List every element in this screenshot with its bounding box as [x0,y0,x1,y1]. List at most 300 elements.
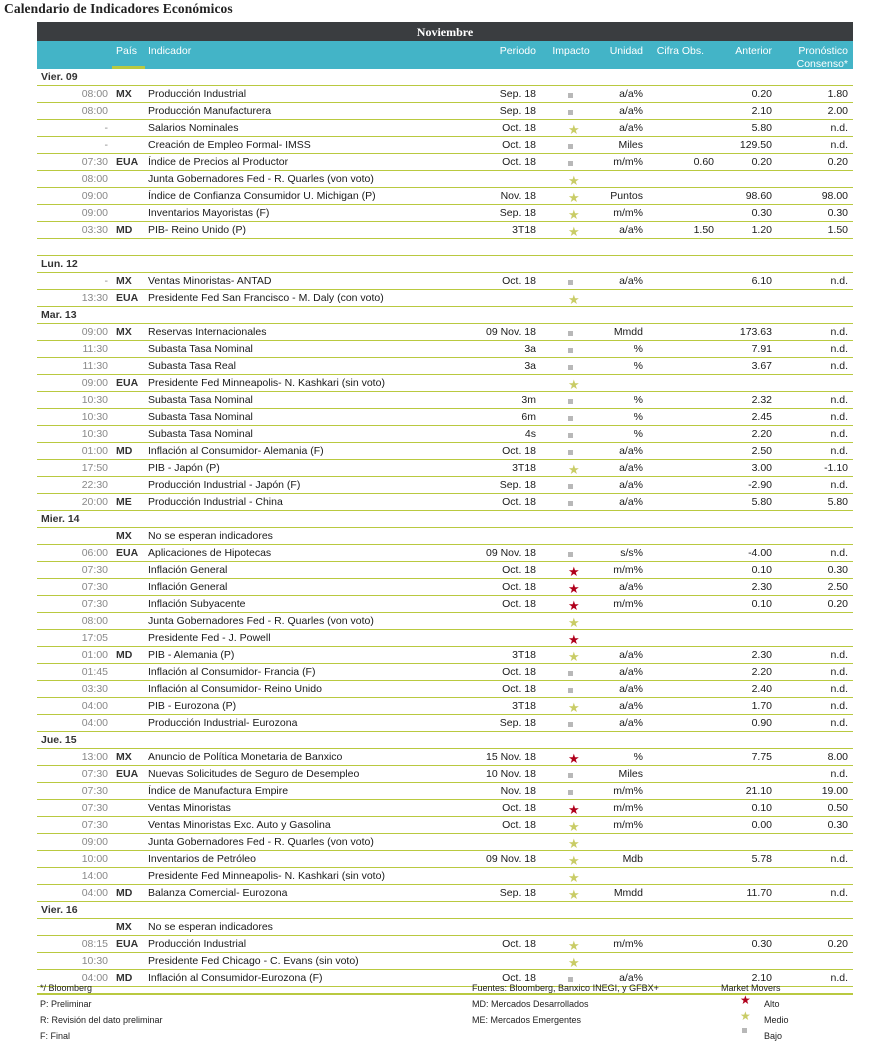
star-icon: ★ [568,462,580,477]
unit-cell: a/a% [619,479,643,491]
table-row [37,647,853,664]
forecast-cell: n.d. [830,972,848,984]
time-cell: 01:00 [81,649,108,661]
country-cell: MX [116,275,132,287]
unit-cell: m/m% [613,564,643,576]
time-cell: 10:00 [81,853,108,865]
square-icon [568,110,573,115]
period-cell: Oct. 18 [502,564,536,576]
forecast-cell: 0.30 [827,819,848,831]
time-cell: 04:00 [81,972,108,984]
indicator-cell: Inflación Subyacente [148,598,246,610]
table-row [37,222,853,239]
indicator-cell: Índice de Manufactura Empire [148,785,289,797]
indicator-cell: Subasta Tasa Nominal [148,411,253,423]
page-title: Calendario de Indicadores Económicos [4,1,233,16]
time-cell: 08:00 [81,88,108,100]
table-row [37,749,853,766]
time-cell: 01:00 [81,445,108,457]
previous-cell: 98.60 [745,190,772,202]
period-cell: Oct. 18 [502,819,536,831]
period-cell: Nov. 18 [500,785,536,797]
indicator-cell: Producción Manufacturera [148,105,272,117]
indicator-cell: PIB- Reino Unido (P) [148,224,247,236]
table-row [37,766,853,783]
star-icon: ★ [568,377,580,392]
time-cell: 10:30 [81,411,108,423]
forecast-cell: -1.10 [824,462,848,474]
period-cell: Sep. 18 [499,207,536,219]
square-icon [568,722,573,727]
star-icon: ★ [568,836,580,851]
observed-cell: 1.50 [693,224,714,236]
time-cell: - [104,122,108,134]
col-cifra: Cifra Obs. [656,45,704,57]
unit-cell: % [633,394,643,406]
unit-cell: a/a% [619,88,643,100]
table-row [37,953,853,970]
previous-cell: 2.20 [751,428,772,440]
table-row [37,817,853,834]
previous-cell: 2.10 [751,105,772,117]
star-icon: ★ [568,564,580,579]
table-row [37,375,853,392]
forecast-cell: n.d. [830,547,848,559]
previous-cell: 0.90 [751,717,772,729]
star-icon: ★ [568,955,580,970]
time-cell: 07:30 [81,819,108,831]
table-row [37,154,853,171]
table-row [37,562,853,579]
table-row [37,341,853,358]
forecast-cell: 0.20 [827,156,848,168]
unit-cell: % [633,343,643,355]
time-cell: - [104,139,108,151]
col-impacto: Impacto [552,45,590,57]
col-pronostico-line2: Consenso* [796,58,848,70]
period-cell: Oct. 18 [502,156,536,168]
time-cell: 20:00 [81,496,108,508]
period-cell: 3a [524,343,536,355]
time-cell: 13:00 [81,751,108,763]
unit-cell: Puntos [610,190,643,202]
forecast-cell: n.d. [830,360,848,372]
unit-cell: a/a% [619,581,643,593]
indicator-cell: Presidente Fed - J. Powell [148,632,271,644]
unit-cell: % [633,411,643,423]
time-cell: 09:00 [81,326,108,338]
time-cell: 07:30 [81,802,108,814]
country-cell: EUA [116,377,139,389]
table-row [37,443,853,460]
time-cell: 07:30 [81,598,108,610]
table-row [37,324,853,341]
forecast-cell: 0.20 [827,938,848,950]
star-icon: ★ [568,870,580,885]
table-row [37,834,853,851]
period-cell: 4s [524,428,536,440]
indicator-cell: Ventas Minoristas- ANTAD [148,275,272,287]
time-cell: 11:30 [82,360,108,372]
unit-cell: Miles [618,768,643,780]
col-pais: País [116,45,138,57]
indicator-cell: Junta Gobernadores Fed - R. Quarles (von voto) [148,836,374,848]
indicator-cell: Subasta Tasa Nominal [148,428,253,440]
forecast-cell: 1.80 [827,88,848,100]
previous-cell: 0.10 [751,598,772,610]
indicator-cell: Ventas Minoristas Exc. Auto y Gasolina [148,819,331,831]
forecast-cell: 19.00 [821,785,848,797]
footnote-bloomberg: */ Bloomberg [40,983,93,993]
time-cell: 07:30 [81,564,108,576]
table-row [37,868,853,885]
section-date: Vier. 09 [37,69,853,86]
legend-star-icon-medio: ★ [740,1009,751,1023]
unit-cell: Mmdd [613,887,643,899]
period-cell: 3T18 [512,649,536,661]
time-cell: 08:00 [81,615,108,627]
star-icon: ★ [568,598,580,613]
country-cell: MX [116,921,132,933]
table-row [37,885,853,902]
forecast-cell: n.d. [830,445,848,457]
table-row [37,783,853,800]
period-cell: 15 Nov. 18 [485,751,536,763]
forecast-cell: 0.30 [827,564,848,576]
previous-cell: 2.10 [751,972,772,984]
section-date: Jue. 15 [37,732,853,749]
forecast-cell: n.d. [830,275,848,287]
forecast-cell: n.d. [830,853,848,865]
unit-cell: m/m% [613,156,643,168]
forecast-cell: n.d. [830,683,848,695]
table-row [37,579,853,596]
unit-cell: a/a% [619,717,643,729]
previous-cell: 0.20 [751,88,772,100]
unit-cell: a/a% [619,683,643,695]
previous-cell: 173.63 [739,326,772,338]
indicator-cell: Ventas Minoristas [148,802,231,814]
indicator-cell: Reservas Internacionales [148,326,267,338]
table-row [37,409,853,426]
previous-cell: 6.10 [751,275,772,287]
table-row [37,800,853,817]
table-row [37,273,853,290]
time-cell: - [104,275,108,287]
indicator-cell: Junta Gobernadores Fed - R. Quarles (von voto) [148,615,374,627]
indicator-cell: Subasta Tasa Real [148,360,236,372]
period-cell: 6m [521,411,536,423]
period-cell: Oct. 18 [502,598,536,610]
time-cell: 09:00 [81,190,108,202]
country-cell: MD [116,972,133,984]
square-icon [568,161,573,166]
indicator-cell: Junta Gobernadores Fed - R. Quarles (von voto) [148,173,374,185]
period-cell: Oct. 18 [502,972,536,984]
table-row [37,613,853,630]
country-cell: EUA [116,768,139,780]
forecast-cell: n.d. [830,768,848,780]
legend-alto: Alto [764,999,780,1009]
col-periodo: Periodo [499,45,536,57]
indicator-cell: Inventarios de Petróleo [148,853,256,865]
country-cell: EUA [116,156,139,168]
unit-cell: a/a% [619,666,643,678]
time-cell: 10:30 [81,428,108,440]
previous-cell: 0.30 [751,207,772,219]
period-cell: Oct. 18 [502,581,536,593]
square-icon [568,501,573,506]
time-cell: 13:30 [81,292,108,304]
table-row [37,171,853,188]
indicator-cell: Presidente Fed Minneapolis- N. Kashkari (sin voto) [148,377,385,389]
forecast-cell: n.d. [830,139,848,151]
time-cell: 04:00 [81,887,108,899]
country-cell: MX [116,88,132,100]
section-date: Vier. 16 [37,902,853,919]
period-cell: 3a [524,360,536,372]
unit-cell: % [633,751,643,763]
table-row [37,188,853,205]
square-icon [568,450,573,455]
unit-cell: m/m% [613,207,643,219]
previous-cell: 5.80 [751,496,772,508]
footnote-revision: R: Revisión del dato preliminar [40,1015,163,1025]
unit-cell: a/a% [619,105,643,117]
unit-cell: Mdb [622,853,643,865]
square-icon [568,688,573,693]
period-cell: Oct. 18 [502,938,536,950]
forecast-cell: n.d. [830,326,848,338]
square-icon [568,280,573,285]
previous-cell: -4.00 [748,547,772,559]
legend-square-icon-bajo [742,1028,747,1033]
legend-title: Market Movers [721,983,781,993]
country-cell: MD [116,649,133,661]
previous-cell: -2.90 [748,479,772,491]
period-cell: Sep. 18 [499,717,536,729]
forecast-cell: n.d. [830,887,848,899]
section-date: Mar. 13 [37,307,853,324]
indicator-cell: Creación de Empleo Formal- IMSS [148,139,311,151]
country-cell: MD [116,224,133,236]
pais-underline [112,66,145,69]
country-cell: EUA [116,547,139,559]
forecast-cell: 98.00 [821,190,848,202]
forecast-cell: 8.00 [827,751,848,763]
unit-cell: a/a% [619,496,643,508]
observed-cell: 0.60 [693,156,714,168]
unit-cell: m/m% [613,819,643,831]
unit-cell: m/m% [613,785,643,797]
time-cell: 07:30 [81,156,108,168]
section-date: Mier. 14 [37,511,853,528]
table-row [37,426,853,443]
indicator-cell: Anuncio de Política Monetaria de Banxico [148,751,343,763]
previous-cell: 2.40 [751,683,772,695]
forecast-cell: n.d. [830,700,848,712]
indicator-cell: PIB - Alemania (P) [148,649,235,661]
previous-cell: 0.00 [751,819,772,831]
previous-cell: 5.80 [751,122,772,134]
table-row [37,596,853,613]
country-cell: MD [116,445,133,457]
indicator-cell: Inflación General [148,581,228,593]
period-cell: Oct. 18 [502,275,536,287]
time-cell: 04:00 [81,700,108,712]
previous-cell: 0.10 [751,802,772,814]
time-cell: 09:00 [81,207,108,219]
unit-cell: Miles [618,139,643,151]
table-row [37,460,853,477]
period-cell: Sep. 18 [499,479,536,491]
previous-cell: 11.70 [746,887,772,899]
time-cell: 10:30 [81,955,108,967]
previous-cell: 1.20 [751,224,772,236]
period-cell: 3T18 [512,224,536,236]
time-cell: 10:30 [81,394,108,406]
unit-cell: a/a% [619,462,643,474]
star-icon: ★ [568,173,580,188]
table-row [37,477,853,494]
period-cell: Oct. 18 [502,139,536,151]
unit-cell: a/a% [619,700,643,712]
table-row [37,103,853,120]
time-cell: 17:50 [81,462,108,474]
previous-cell: 3.00 [751,462,772,474]
unit-cell: a/a% [619,445,643,457]
period-cell: 09 Nov. 18 [485,853,536,865]
forecast-cell: n.d. [830,717,848,729]
period-cell: Oct. 18 [502,683,536,695]
time-cell: 08:00 [81,105,108,117]
indicator-cell: Inflación al Consumidor- Francia (F) [148,666,316,678]
indicator-cell: Producción Industrial [148,88,247,100]
period-cell: Sep. 18 [499,887,536,899]
column-header-row [37,41,853,69]
indicator-cell: Presidente Fed San Francisco - M. Daly (con voto) [148,292,384,304]
table-row [37,392,853,409]
footnote-md: MD: Mercados Desarrollados [472,999,589,1009]
forecast-cell: n.d. [830,649,848,661]
period-cell: 3T18 [512,462,536,474]
indicator-cell: Inflación al Consumidor- Alemania (F) [148,445,324,457]
square-icon [568,93,573,98]
table-row [37,545,853,562]
unit-cell: a/a% [619,649,643,661]
col-anterior: Anterior [735,45,772,57]
table-row [37,528,853,545]
forecast-cell: 1.50 [827,224,848,236]
footnote-preliminar: P: Preliminar [40,999,92,1009]
time-cell: 17:05 [81,632,108,644]
section-spacer [37,239,853,256]
table-row [37,494,853,511]
star-icon: ★ [568,224,580,239]
square-icon [568,416,573,421]
indicator-cell: Inflación General [148,564,228,576]
calendar-table [37,22,853,998]
previous-cell: 1.70 [751,700,772,712]
indicator-cell: Nuevas Solicitudes de Seguro de Desempleo [148,768,360,780]
previous-cell: 7.91 [751,343,772,355]
indicator-cell: Subasta Tasa Nominal [148,343,253,355]
table-row [37,358,853,375]
indicator-cell: Aplicaciones de Hipotecas [148,547,272,559]
time-cell: 08:15 [81,938,108,950]
time-cell: 09:00 [81,377,108,389]
previous-cell: 21.10 [745,785,772,797]
star-icon: ★ [568,122,580,137]
country-cell: ME [116,496,132,508]
period-cell: Oct. 18 [502,445,536,457]
star-icon: ★ [568,751,580,766]
forecast-cell: n.d. [830,411,848,423]
indicator-cell: Producción Industrial- Eurozona [148,717,298,729]
time-cell: 04:00 [81,717,108,729]
footnote-final: F: Final [40,1031,71,1041]
period-cell: 09 Nov. 18 [485,326,536,338]
star-icon: ★ [568,938,580,953]
star-icon: ★ [568,887,580,902]
square-icon [568,552,573,557]
col-indicador: Indicador [148,45,192,57]
country-cell: EUA [116,938,139,950]
previous-cell: 3.67 [751,360,772,372]
indicator-cell: Producción Industrial [148,938,247,950]
country-cell: MX [116,530,132,542]
col-pronostico [777,45,848,71]
period-cell: 3m [521,394,536,406]
indicator-cell: Inflación al Consumidor- Reino Unido [148,683,322,695]
previous-cell: 2.45 [751,411,772,423]
unit-cell: a/a% [619,122,643,134]
section-date: Lun. 12 [37,256,853,273]
unit-cell: a/a% [619,224,643,236]
indicator-cell: Salarios Nominales [148,122,239,134]
footnote-me: ME: Mercados Emergentes [472,1015,582,1025]
time-cell: 07:30 [81,768,108,780]
previous-cell: 2.20 [751,666,772,678]
period-cell: 3T18 [512,700,536,712]
period-cell: 09 Nov. 18 [485,547,536,559]
period-cell: Oct. 18 [502,496,536,508]
star-icon: ★ [568,853,580,868]
col-unidad: Unidad [609,45,643,57]
star-icon: ★ [568,207,580,222]
indicator-cell: Presidente Fed Chicago - C. Evans (sin voto) [148,955,359,967]
star-icon: ★ [568,292,580,307]
indicator-cell: Presidente Fed Minneapolis- N. Kashkari (sin voto) [148,870,385,882]
footer [0,980,870,1048]
period-cell: Nov. 18 [500,190,536,202]
indicator-cell: Inventarios Mayoristas (F) [148,207,270,219]
time-cell: 06:00 [81,547,108,559]
previous-cell: 5.78 [751,853,772,865]
forecast-cell: n.d. [830,428,848,440]
forecast-cell: 2.50 [827,581,848,593]
star-icon: ★ [568,649,580,664]
period-cell: 10 Nov. 18 [485,768,536,780]
unit-cell: % [633,360,643,372]
time-cell: 03:30 [81,224,108,236]
legend-medio: Medio [764,1015,789,1025]
table-row [37,715,853,732]
period-cell: Oct. 18 [502,802,536,814]
unit-cell: Mmdd [613,326,643,338]
indicator-cell: Índice de Precios al Productor [148,156,289,168]
indicator-cell: Inflación al Consumidor-Eurozona (F) [148,972,323,984]
